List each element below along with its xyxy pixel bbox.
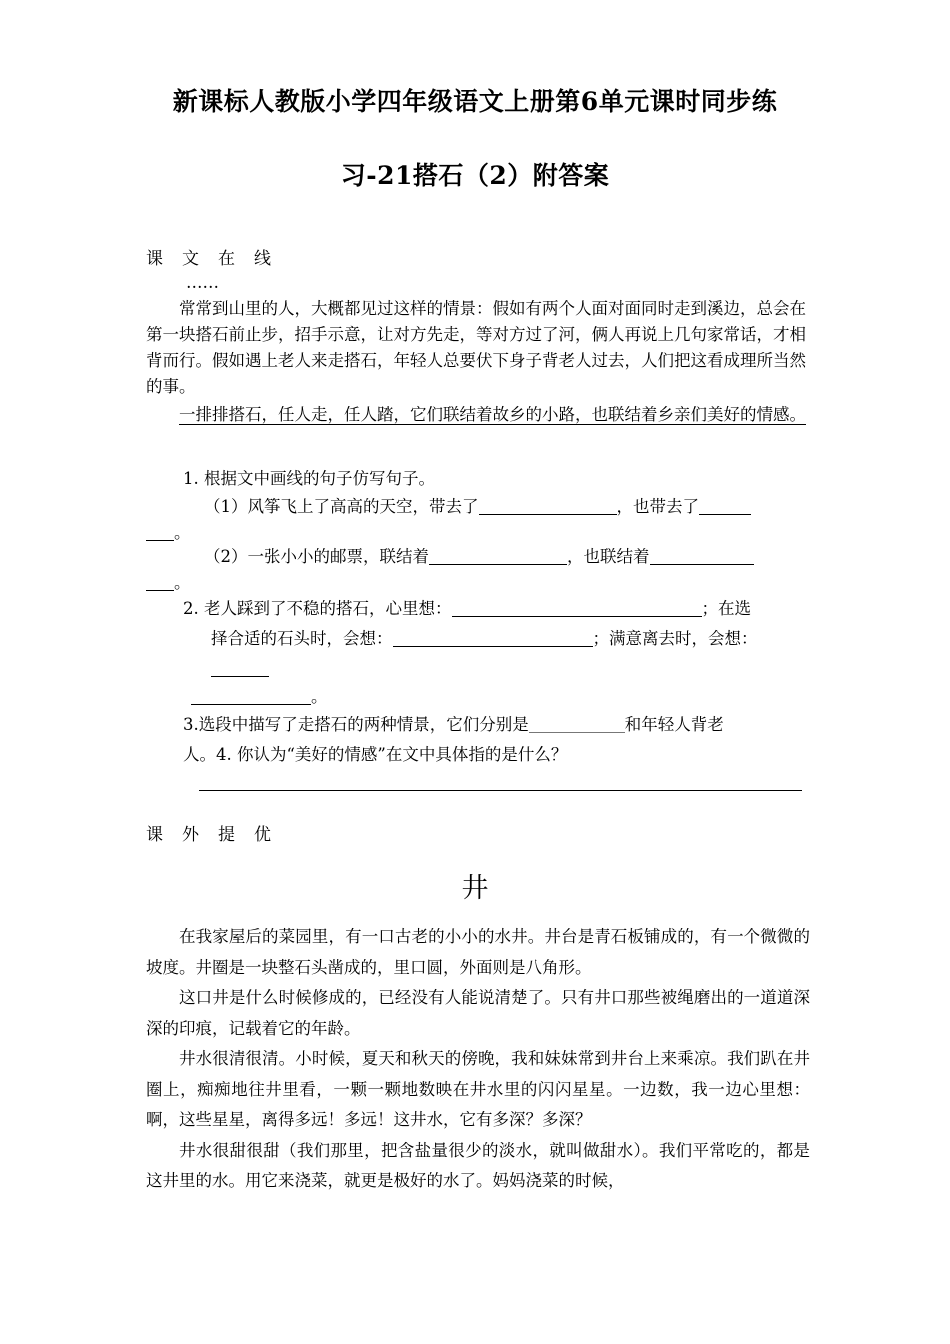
story-paragraph-1: 在我家屋后的菜园里，有一口古老的小小的水井。井台是青石板铺成的，有一个微微的坡度。井圈是一块整石头凿成的，里口圆，外面则是八角形。 xyxy=(146,927,810,977)
answer-blank[interactable] xyxy=(479,496,617,515)
question-1-1-text-a: （1）风筝飞上了高高的天空，带去了 xyxy=(204,497,479,516)
question-1-1-continued xyxy=(146,520,191,546)
question-2-text-d: ；满意离去时，会想： xyxy=(592,629,758,648)
answer-blank[interactable] xyxy=(211,676,269,677)
answer-blank[interactable] xyxy=(146,572,174,591)
answer-blank[interactable] xyxy=(429,546,567,565)
question-3 xyxy=(183,712,724,738)
question-2 xyxy=(183,596,751,622)
answer-blank[interactable] xyxy=(146,522,174,541)
story-paragraph-3: 井水很清很清。小时候，夏天和秋天的傍晚，我和妹妹常到井台上来乘凉。我们趴在井圈上，痴痴地往井里看，一颗一颗地数映在井水里的闪闪星星。一边数，我一边心里想：啊，这些星星，离得多远！多远！这井水，它有多深？多深？ xyxy=(146,1049,810,1129)
section-heading-text-online: 课文在线 xyxy=(146,249,290,269)
section-heading-extension: 课外提优 xyxy=(146,825,290,845)
question-1-2-text-b: ，也联结着 xyxy=(567,547,650,566)
question-3-text-b: 和年轻人背老 xyxy=(624,715,724,734)
question-1: 1. 根据文中画线的句子仿写句子。 xyxy=(183,469,435,488)
question-1-2-end: 。 xyxy=(174,573,191,592)
question-1-1-end: 。 xyxy=(174,523,191,542)
underlined-sentence: 一排排搭石，任人走，任人踏，它们联结着故乡的小路，也联结着乡亲们美好的情感。 xyxy=(179,405,806,424)
question-2-line-4 xyxy=(191,684,328,710)
answer-blank[interactable] xyxy=(191,686,311,705)
story-body xyxy=(146,922,810,1197)
question-2-text-a: 2. 老人踩到了不稳的搭石，心里想： xyxy=(183,599,452,618)
passage xyxy=(146,270,806,428)
answer-blank[interactable] xyxy=(529,714,625,733)
question-1-1 xyxy=(204,494,751,520)
page-title-line-1: 新课标人教版小学四年级语文上册第6单元课时同步练 xyxy=(172,87,778,116)
story-paragraph-4: 井水很甜很甜（我们那里，把含盐量很少的淡水，就叫做甜水）。我们平常吃的，都是这井里的水。用它来浇菜，就更是极好的水了。妈妈浇菜的时候， xyxy=(146,1140,810,1190)
question-1-2-text-a: （2）一张小小的邮票，联结着 xyxy=(204,547,429,566)
passage-ellipsis: …… xyxy=(186,273,219,292)
passage-paragraph-1: 常常到山里的人，大概都见过这样的情景：假如有两个人面对面同时走到溪边，总会在第一块搭石前止步，招手示意，让对方先走，等对方过了河，俩人再说上几句家常话，才相背而行。假如遇上老人来走搭石，年轻人总要伏下身子背老人过去，人们把这看成理所当然的事。 xyxy=(146,299,806,396)
answer-blank[interactable] xyxy=(699,496,751,515)
question-2-line-2 xyxy=(211,626,758,652)
question-2-text-c: 择合适的石头时，会想： xyxy=(211,629,393,648)
question-2-end: 。 xyxy=(311,687,328,706)
answer-blank[interactable] xyxy=(393,628,593,647)
story-paragraph-2: 这口井是什么时候修成的，已经没有人能说清楚了。只有井口那些被绳磨出的一道道深深的印痕，记载着它的年龄。 xyxy=(146,988,810,1038)
answer-line[interactable] xyxy=(199,790,802,791)
answer-blank[interactable] xyxy=(452,598,702,617)
page-title-line-2: 习-21搭石（2）附答案 xyxy=(340,161,610,190)
question-1-2-continued xyxy=(146,570,191,596)
answer-blank[interactable] xyxy=(650,546,754,565)
question-2-text-b: ；在选 xyxy=(701,599,751,618)
question-1-2 xyxy=(204,544,754,570)
story-title: 井 xyxy=(461,873,489,904)
question-3-4: 人。4. 你认为“美好的情感”在文中具体指的是什么？ xyxy=(183,745,568,764)
question-3-text-a: 3.选段中描写了走搭石的两种情景，它们分别是 xyxy=(183,715,529,734)
question-1-1-text-b: ，也带去了 xyxy=(616,497,699,516)
